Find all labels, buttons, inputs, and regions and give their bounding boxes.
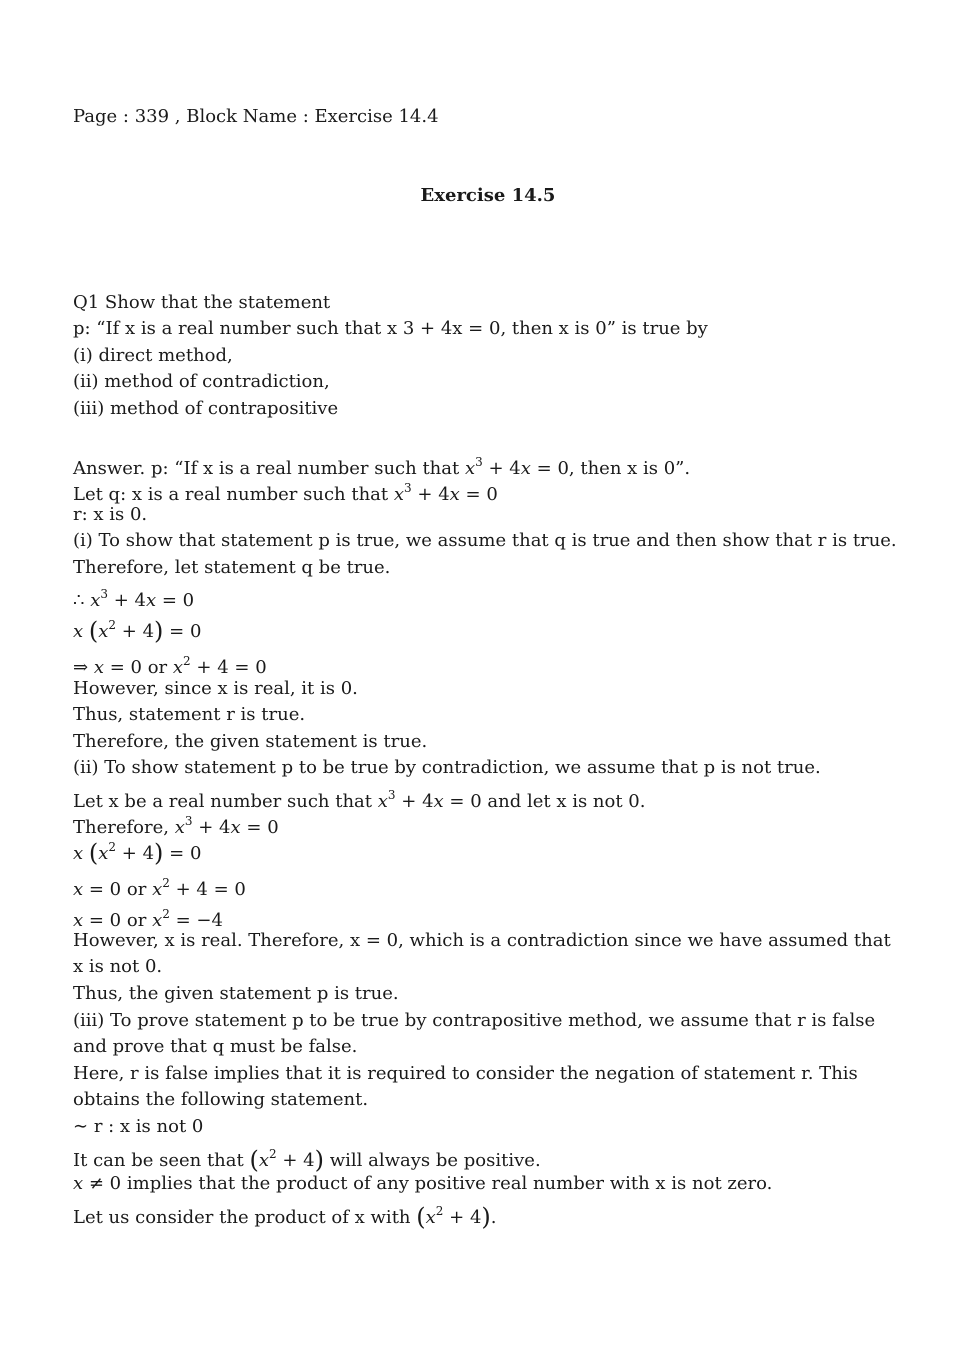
- text: = 0 and let x is not 0.: [443, 791, 646, 812]
- answer-line: Therefore, the given statement is true.: [73, 731, 428, 752]
- text: Let us consider the product of x with: [73, 1207, 417, 1228]
- text: = 0: [459, 484, 498, 505]
- text: .: [490, 1207, 497, 1228]
- text: Answer. p: “If x is a real number such that: [73, 458, 465, 479]
- math-expression: $(x^2 + 4)$: [249, 1146, 325, 1174]
- answer-line: [73, 1141, 541, 1174]
- answer-paragraph: However, x is real. Therefore, x = 0, which is a contradiction since we have assumed that x is not 0.: [73, 930, 891, 977]
- text: Let q: x is a real number such that: [73, 484, 394, 505]
- answer-line: Thus, statement r is true.: [73, 704, 306, 725]
- math-line: ∼ r : x is not 0: [73, 1116, 204, 1137]
- question-line: (ii) method of contradiction,: [73, 371, 330, 392]
- math-expression: x ≠ 0: [73, 1173, 122, 1194]
- answer-line: Thus, the given statement p is true.: [73, 983, 399, 1004]
- math-line: x = 0 or $x^2 + 4 = 0$: [73, 876, 246, 900]
- answer-line: [73, 1171, 772, 1197]
- question-line: (i) direct method,: [73, 345, 233, 366]
- math-expression: $x^3 + 4x$: [377, 788, 444, 812]
- text: r : x is not 0: [93, 1116, 204, 1137]
- text: Therefore,: [73, 817, 175, 838]
- text: Let x be a real number such that: [73, 791, 378, 812]
- math-line: x = 0 or $x^2 = -4$: [73, 907, 223, 931]
- text: = 0: [240, 817, 279, 838]
- text: or: [126, 910, 147, 931]
- text: or: [126, 879, 147, 900]
- answer-line: (ii) To show statement p to be true by contradiction, we assume that p is not true.: [73, 757, 821, 778]
- question-line: Q1 Show that the statement: [73, 292, 331, 313]
- text: will always be positive.: [324, 1150, 541, 1171]
- answer-line: However, since x is real, it is 0.: [73, 678, 358, 699]
- answer-line: Therefore, let statement q be true.: [73, 557, 391, 578]
- math-line: ⇒ x = 0 or $x^2 + 4 = 0$: [73, 654, 267, 678]
- math-expression: $x^3 + 4x$: [393, 481, 460, 505]
- answer-paragraph: Here, r is false implies that it is required to consider the negation of statement r. This obtains the following statement.: [73, 1063, 858, 1110]
- math-expression: $x^3 + 4x$: [464, 455, 531, 479]
- page-header: Page : 339 , Block Name : Exercise 14.4: [73, 106, 439, 127]
- answer-line: r: x is 0.: [73, 504, 148, 525]
- exercise-title: Exercise 14.5: [420, 185, 556, 206]
- answer-line: [73, 1198, 497, 1231]
- text: or: [147, 657, 168, 678]
- text: = 0, then x is 0”.: [530, 458, 691, 479]
- question-line: (iii) method of contrapositive: [73, 398, 339, 419]
- answer-line: (i) To show that statement p is true, we assume that q is true and then show that r is true.: [73, 530, 897, 551]
- answer-paragraph: (iii) To prove statement p to be true by contrapositive method, we assume that r is false and prove that q must be false.: [73, 1010, 876, 1057]
- math-expression: $x^3 + 4x$: [174, 814, 241, 838]
- math-expression: $(x^2 + 4)$: [416, 1203, 491, 1231]
- question-line: p: “If x is a real number such that x 3 + 4x = 0, then x is 0” is true by: [73, 318, 708, 339]
- math-line: x $(x^2 + 4) = 0$: [73, 839, 202, 867]
- text: implies that the product of any positive real number with x is not zero.: [121, 1173, 773, 1194]
- math-line: ∴ $x^3 + 4x = 0$: [73, 587, 195, 611]
- math-line: x $(x^2 + 4) = 0$: [73, 617, 202, 645]
- text: It can be seen that: [73, 1150, 250, 1171]
